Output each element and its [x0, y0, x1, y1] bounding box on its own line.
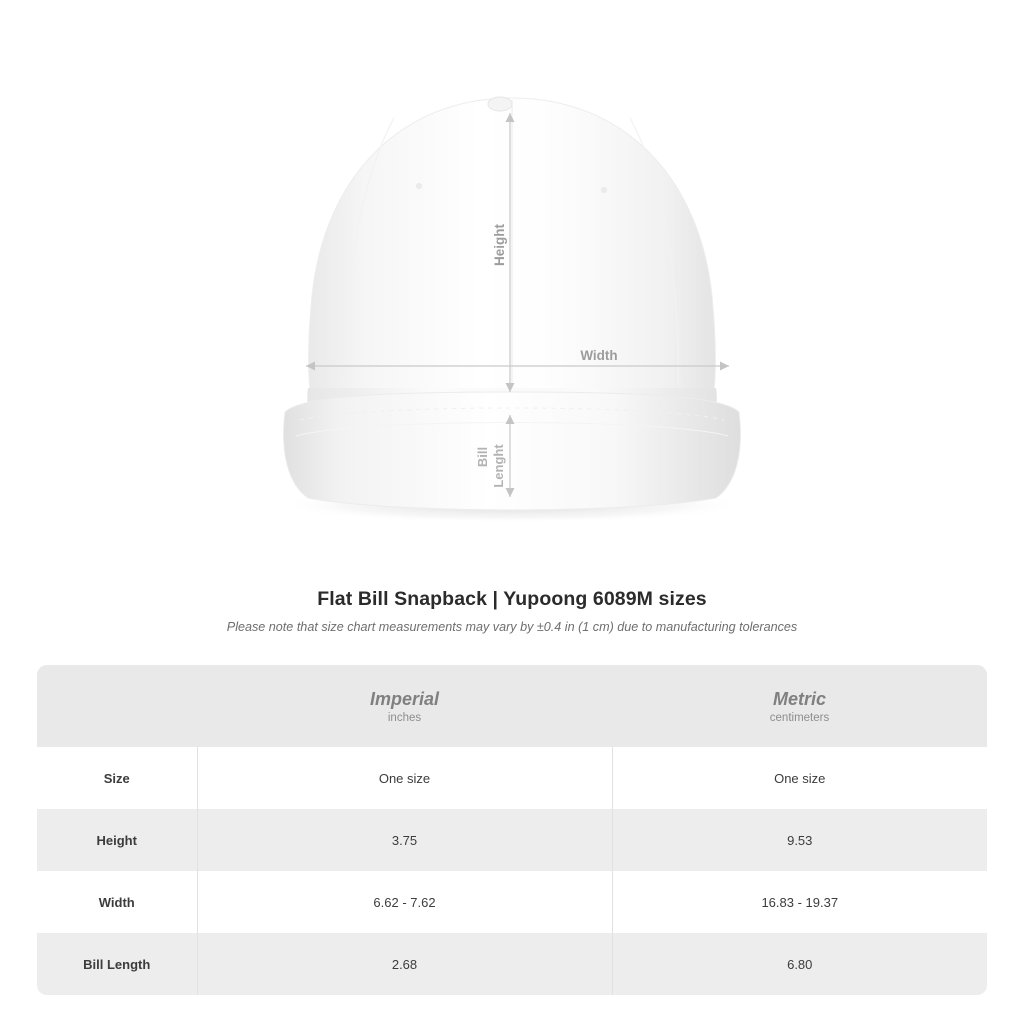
- size-table-wrapper: [37, 665, 987, 995]
- row-label-width: Width: [37, 871, 197, 933]
- tolerance-note: Please note that size chart measurements may vary by ±0.4 in (1 cm) due to manufacturing tolerances: [226, 620, 798, 634]
- cell-width-metric: 16.83 - 19.37: [612, 871, 987, 933]
- metric-title: Metric: [772, 688, 826, 709]
- header-metric: [612, 665, 987, 747]
- bill-length-label-line2: Lenght: [491, 444, 506, 488]
- title-block: [0, 588, 1024, 634]
- row-label-height: Height: [37, 809, 197, 871]
- bill-length-label-line1: Bill: [475, 446, 490, 468]
- cell-bill-length-imperial: 2.68: [197, 933, 612, 995]
- table-row: [37, 933, 987, 995]
- row-label-bill-length: Bill Length: [37, 933, 197, 995]
- header-imperial: [197, 665, 612, 747]
- cell-height-imperial: 3.75: [197, 809, 612, 871]
- table-row: [37, 809, 987, 871]
- row-label-size: Size: [37, 747, 197, 809]
- table-row: [37, 871, 987, 933]
- cell-height-metric: 9.53: [612, 809, 987, 871]
- metric-subtitle: centimeters: [769, 712, 830, 725]
- cell-size-imperial: One size: [197, 747, 612, 809]
- cell-bill-length-metric: 6.80: [612, 933, 987, 995]
- imperial-title: Imperial: [369, 688, 440, 709]
- width-label: Width: [580, 348, 618, 363]
- header-empty-cell: [37, 665, 197, 747]
- size-table: [37, 665, 987, 995]
- page-title: Flat Bill Snapback | Yupoong 6089M sizes: [317, 588, 707, 610]
- cell-width-imperial: 6.62 - 7.62: [197, 871, 612, 933]
- imperial-subtitle: inches: [387, 712, 422, 725]
- table-row: [37, 747, 987, 809]
- height-label: Height: [492, 224, 507, 266]
- cell-size-metric: One size: [612, 747, 987, 809]
- table-header-row: [37, 665, 987, 747]
